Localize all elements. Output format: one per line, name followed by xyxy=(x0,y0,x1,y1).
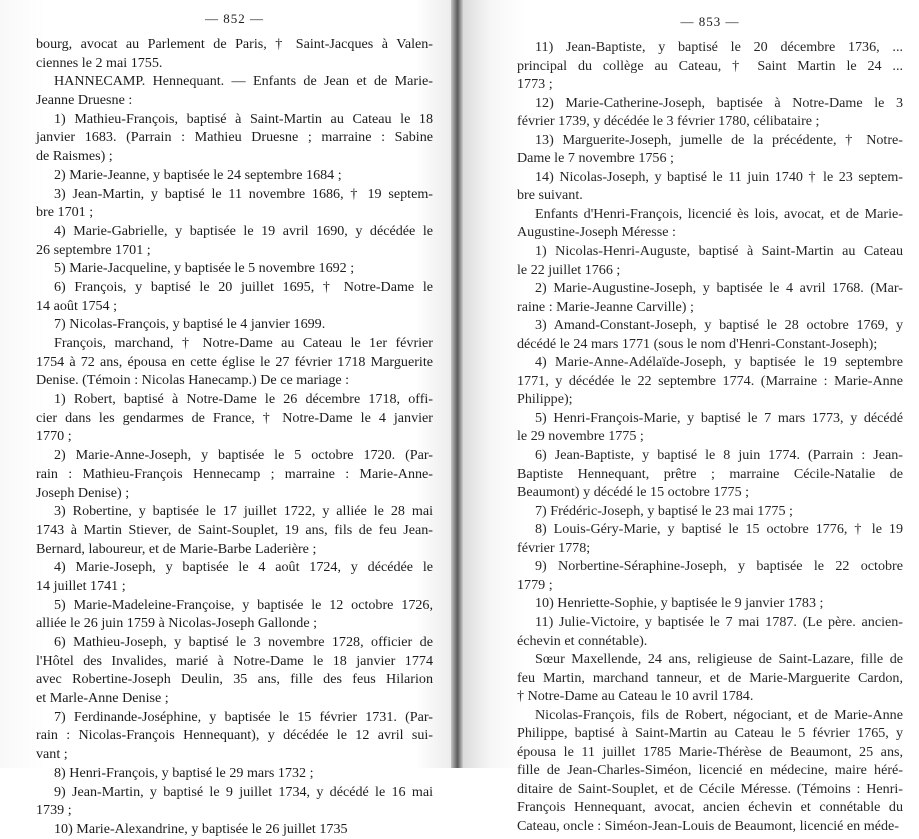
text-line: 13) Marguerite-Joseph, jumelle de la précédente, † Notre- xyxy=(535,131,903,148)
text-line: avec Robertine-Joseph Deulin, 35 ans, fille des feus Hilarion xyxy=(36,671,433,688)
text-line: 1770 ; xyxy=(36,428,72,445)
text-line: Philippe); xyxy=(517,391,573,408)
text-line: 2) Marie-Anne-Joseph, y baptisée le 5 octobre 1720. (Par- xyxy=(54,447,433,464)
text-line: raine : Marie-Jeanne Carville) ; xyxy=(517,298,694,315)
text-line: Bernard, laboureur, et de Marie-Barbe Laderière ; xyxy=(36,540,317,557)
text-line: 8) Louis-Géry-Marie, y baptisé le 15 octobre 1776, † le 19 xyxy=(535,521,903,538)
text-line: Nicolas-François, fils de Robert, négociant, et de Marie-Anne xyxy=(535,706,903,723)
text-line: épousa le 11 juillet 1785 Marie-Thérèse de Beaumont, 25 ans, xyxy=(517,743,903,760)
text-line: 5) Marie-Madeleine-Françoise, y baptisée le 12 octobre 1726, xyxy=(54,596,433,613)
text-line: rain : Mathieu-François Hennecamp ; marraine : Marie-Anne- xyxy=(36,465,433,482)
text-line: Jeanne Druesne : xyxy=(36,92,133,109)
text-line: février 1739, y décédée le 3 février 1780, célibataire ; xyxy=(517,113,820,130)
text-line: 1) Nicolas-Henri-Auguste, baptisé à Saint-Martin au Cateau xyxy=(535,243,903,260)
text-line: décédé le 24 mars 1771 (sous le nom d'Henri-Constant-Joseph); xyxy=(517,335,878,352)
text-line: Enfants d'Henri-François, licencié ès lois, avocat, et de Marie- xyxy=(535,205,903,222)
text-line: 3) Amand-Constant-Joseph, y baptisé le 28 octobre 1769, y xyxy=(535,317,903,334)
text-line: François, marchand, † Notre-Dame au Cateau le 1er février xyxy=(54,335,433,351)
text-line: 12) Marie-Catherine-Joseph, baptisée à Notre-Dame le 3 xyxy=(535,94,903,111)
text-line: et Marle-Anne Denise ; xyxy=(36,690,169,707)
text-line: 2) Marie-Jeanne, y baptisée le 24 septembre 1684 ; xyxy=(54,166,342,183)
text-line: 26 septembre 1701 ; xyxy=(36,241,151,258)
text-line: de Raismes) ; xyxy=(36,148,113,165)
book-gutter xyxy=(451,0,463,768)
text-line: janvier 1683. (Parrain : Mathieu Druesne ; marraine : Sabine xyxy=(36,129,433,146)
text-line: HANNECAMP. Hennequant. — Enfants de Jean et de Marie- xyxy=(54,73,433,90)
text-line: fille de Jean-Charles-Siméon, licencié en médecine, maire héré- xyxy=(517,762,903,779)
text-line: ciennes le 2 mai 1755. xyxy=(36,54,163,71)
text-line: alliée le 26 juin 1759 à Nicolas-Joseph Gallonde ; xyxy=(36,615,318,632)
text-line: 10) Henriette-Sophie, y baptisée le 9 janvier 1783 ; xyxy=(535,595,824,612)
text-line: Joseph Denise) ; xyxy=(36,484,130,501)
text-line: 14 août 1754 ; xyxy=(36,297,118,314)
text-line: 6) François, y baptisé le 20 juillet 1695, † Notre-Dame le xyxy=(54,278,433,295)
text-line: cier dans les gendarmes de France, † Notre-Dame le 4 janvier xyxy=(36,409,433,426)
text-line: Philippe, baptisé à Saint-Martin au Cateau le 5 février 1765, y xyxy=(517,725,903,742)
text-line: 14 juillet 1741 ; xyxy=(36,577,126,594)
text-line: vant ; xyxy=(36,746,68,763)
text-line: principal du collège au Cateau, † Saint Martin le 24 ... xyxy=(517,57,903,74)
text-line: rain : Nicolas-François Hennequant), y décédée le 12 avril sui- xyxy=(36,727,433,744)
text-line: 9) Norbertine-Séraphine-Joseph, y baptisée le 22 octobre xyxy=(535,558,903,575)
text-line: 1743 à Martin Stiever, de Saint-Souplet, 19 ans, fils de feu Jean- xyxy=(36,521,433,538)
text-line: Denise. (Témoin : Nicolas Hanecamp.) De ce mariage : xyxy=(36,372,350,389)
text-line: 1) Robert, baptisé à Notre-Dame le 26 décembre 1718, offi- xyxy=(54,391,433,408)
text-line: 6) Jean-Baptiste, y baptisé le 8 juin 1774. (Parrain : Jean- xyxy=(535,447,903,464)
text-line: 6) Mathieu-Joseph, y baptisé le 3 novembre 1728, officier de xyxy=(54,634,433,650)
text-line: Baptiste Hennequant, prêtre ; marraine Cécile-Natalie de xyxy=(517,465,903,482)
text-line: 1739 ; xyxy=(36,802,72,819)
text-line: 1) Mathieu-François, baptisé à Saint-Martin au Cateau le 18 xyxy=(54,110,433,127)
text-line: 4) Marie-Joseph, y baptisée le 4 août 1724, y décédée le xyxy=(54,559,433,576)
text-line: Beaumont) y décédé le 15 octobre 1775 ; xyxy=(517,484,750,501)
text-line: 7) Ferdinande-Joséphine, y baptisée le 15 février 1731. (Par- xyxy=(54,708,433,725)
text-line: François Hennequant, avocat, ancien échevin et connétable du xyxy=(517,799,903,816)
left-page-text xyxy=(36,35,433,839)
text-line: 14) Nicolas-Joseph, y baptisé le 11 juin 1740 † le 23 septem- xyxy=(535,168,903,185)
text-line: échevin et connétable). xyxy=(517,632,648,649)
text-line: 4) Marie-Anne-Adélaïde-Joseph, y baptisée le 19 septembre xyxy=(535,354,903,371)
text-line: bourg, avocat au Parlement de Paris, † Saint-Jacques à Valen- xyxy=(36,36,433,52)
left-page xyxy=(0,0,451,837)
text-line: Augustine-Joseph Méresse : xyxy=(517,224,676,241)
page-number-right: — 853 — xyxy=(680,14,740,29)
text-line: feu Martin, marchand tanneur, et de Marie-Marguerite Cardon, xyxy=(517,669,903,686)
page-number-left: — 852 — xyxy=(205,11,264,26)
text-line: 8) Henri-François, y baptisé le 29 mars 1732 ; xyxy=(54,764,314,781)
right-page xyxy=(463,0,919,834)
text-line: 7) Frédéric-Joseph, y baptisé le 23 mai 1775 ; xyxy=(535,502,793,519)
text-line: 1779 ; xyxy=(517,576,553,593)
text-line: l'Hôtel des Invalides, marié à Notre-Dame le 18 janvier 1774 xyxy=(36,652,433,669)
text-line: 11) Julie-Victoire, y baptisée le 7 mai 1787. (Le père. ancien- xyxy=(535,613,903,630)
right-page-text xyxy=(517,38,903,836)
text-line: février 1778; xyxy=(517,539,591,556)
text-line: Cateau, oncle : Siméon-Jean-Louis de Beaumont, licencié en méde- xyxy=(517,817,899,834)
text-line: 7) Nicolas-François, y baptisé le 4 janvier 1699. xyxy=(54,316,326,333)
text-line: 11) Jean-Baptiste, y baptisé le 20 décembre 1736, ... xyxy=(535,39,903,55)
text-line: 3) Robertine, y baptisée le 17 juillet 1722, y alliée le 28 mai xyxy=(54,503,433,520)
text-line: ditaire de Saint-Souplet, et de Cécile Méresse. (Témoins : Henri- xyxy=(517,780,903,797)
text-line: 2) Marie-Augustine-Joseph, y baptisée le 4 avril 1768. (Mar- xyxy=(535,280,903,297)
text-line: 3) Jean-Martin, y baptisé le 11 novembre 1686, † 19 septem- xyxy=(54,185,433,202)
text-line: 10) Marie-Alexandrine, y baptisée le 26 juillet 1735 xyxy=(54,820,348,837)
text-line: 5) Henri-François-Marie, y baptisé le 7 mars 1773, y décédé xyxy=(535,409,903,426)
text-line: 5) Marie-Jacqueline, y baptisée le 5 novembre 1692 ; xyxy=(54,260,355,277)
text-line: bre 1701 ; xyxy=(36,204,94,221)
text-line: 1771, y décédée le 22 septembre 1774. (Marraine : Marie-Anne xyxy=(517,372,903,389)
text-line: 1754 à 72 ans, épousa en cette église le 27 février 1718 Marguerite xyxy=(36,353,433,370)
text-line: † Notre-Dame au Cateau le 10 avril 1784. xyxy=(517,688,754,705)
text-line: Sœur Maxellende, 24 ans, religieuse de Saint-Lazare, fille de xyxy=(535,651,903,668)
text-line: le 22 juillet 1766 ; xyxy=(517,261,621,278)
text-line: Dame le 7 novembre 1756 ; xyxy=(517,150,674,167)
text-line: le 29 novembre 1775 ; xyxy=(517,428,644,445)
text-line: 9) Jean-Martin, y baptisé le 9 juillet 1734, y décédé le 16 mai xyxy=(54,783,433,800)
text-line: 1773 ; xyxy=(517,76,553,93)
text-line: 4) Marie-Gabrielle, y baptisée le 19 avril 1690, y décédée le xyxy=(54,222,433,239)
text-line: bre suivant. xyxy=(517,187,583,204)
